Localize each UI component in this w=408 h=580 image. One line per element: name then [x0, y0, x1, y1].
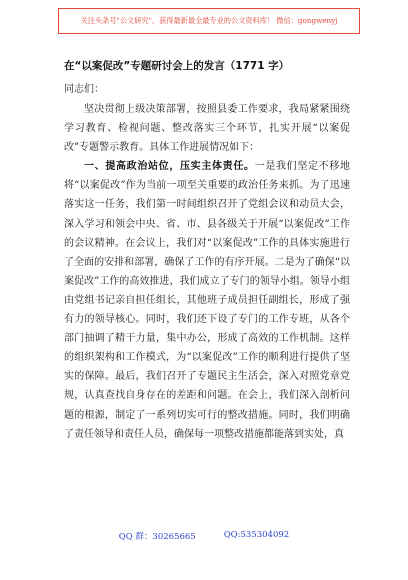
qq-group-number: QQ 群：30265665 — [118, 532, 196, 542]
qq-number: QQ:535304092 — [223, 530, 290, 540]
intro-paragraph: 坚决贯彻上级决策部署，按照县委工作要求，我局紧紧围绕学习教育、检视问题、整改落实三个环节，扎实开展“以案促改”专题警示教育。具体工作进展情况如下： — [64, 104, 350, 154]
promo-banner-text: 关注头条号"公文研究"，获得最新最全最专业的公文资料库！ 微信：gongwenyj — [80, 16, 338, 25]
section-1-paragraph — [64, 157, 350, 443]
page-footer — [0, 530, 408, 542]
section-1-heading: 一、提高政治站位，压实主体责任。 — [84, 161, 255, 173]
section-1-text: 一是我们坚定不移地将“以案促改”作为当前一项至关重要的政治任务来抓。为了迅速落实这一任务，我们第一时间组织召开了党组会议和动员大会，深入学习和领会中央、省、市、县各级关于开展“以案促改”工作的会议精神。在会议上，我们对“以案促改”工作的具体实施进行了全面的安排和部署，确保了工作的有序开展。二是为了确保“以案促改”工作的高效推进，我们成立了专门的领导小组。领导小组由党组书记亲自担任组长，其他班子成员担任副组长，形成了强有力的领导核心。同时，我们还下设了专门的工作专班，从各个部门抽调了精干力量，集中办公，形成了高效的工作机制。这样的组织架构和工作模式，为“以案促改”工作的顺利进行提供了坚实的保障。最后，我们召开了专题民主生活会，深入对照党章党规，认真查找自身存在的差距和问题。在会上，我们深入剖析问题的根源，制定了一系列切实可行的整改措施。同时，我们明确了责任领导和责任人员，确保每一项整改措施都能落到实处，真 — [64, 161, 351, 440]
document-title: 在“以案促改”专题研讨会上的发言（1771 字） — [64, 60, 290, 72]
promo-banner — [58, 8, 360, 34]
greeting: 同志们： — [64, 84, 104, 95]
document-body — [64, 100, 350, 444]
